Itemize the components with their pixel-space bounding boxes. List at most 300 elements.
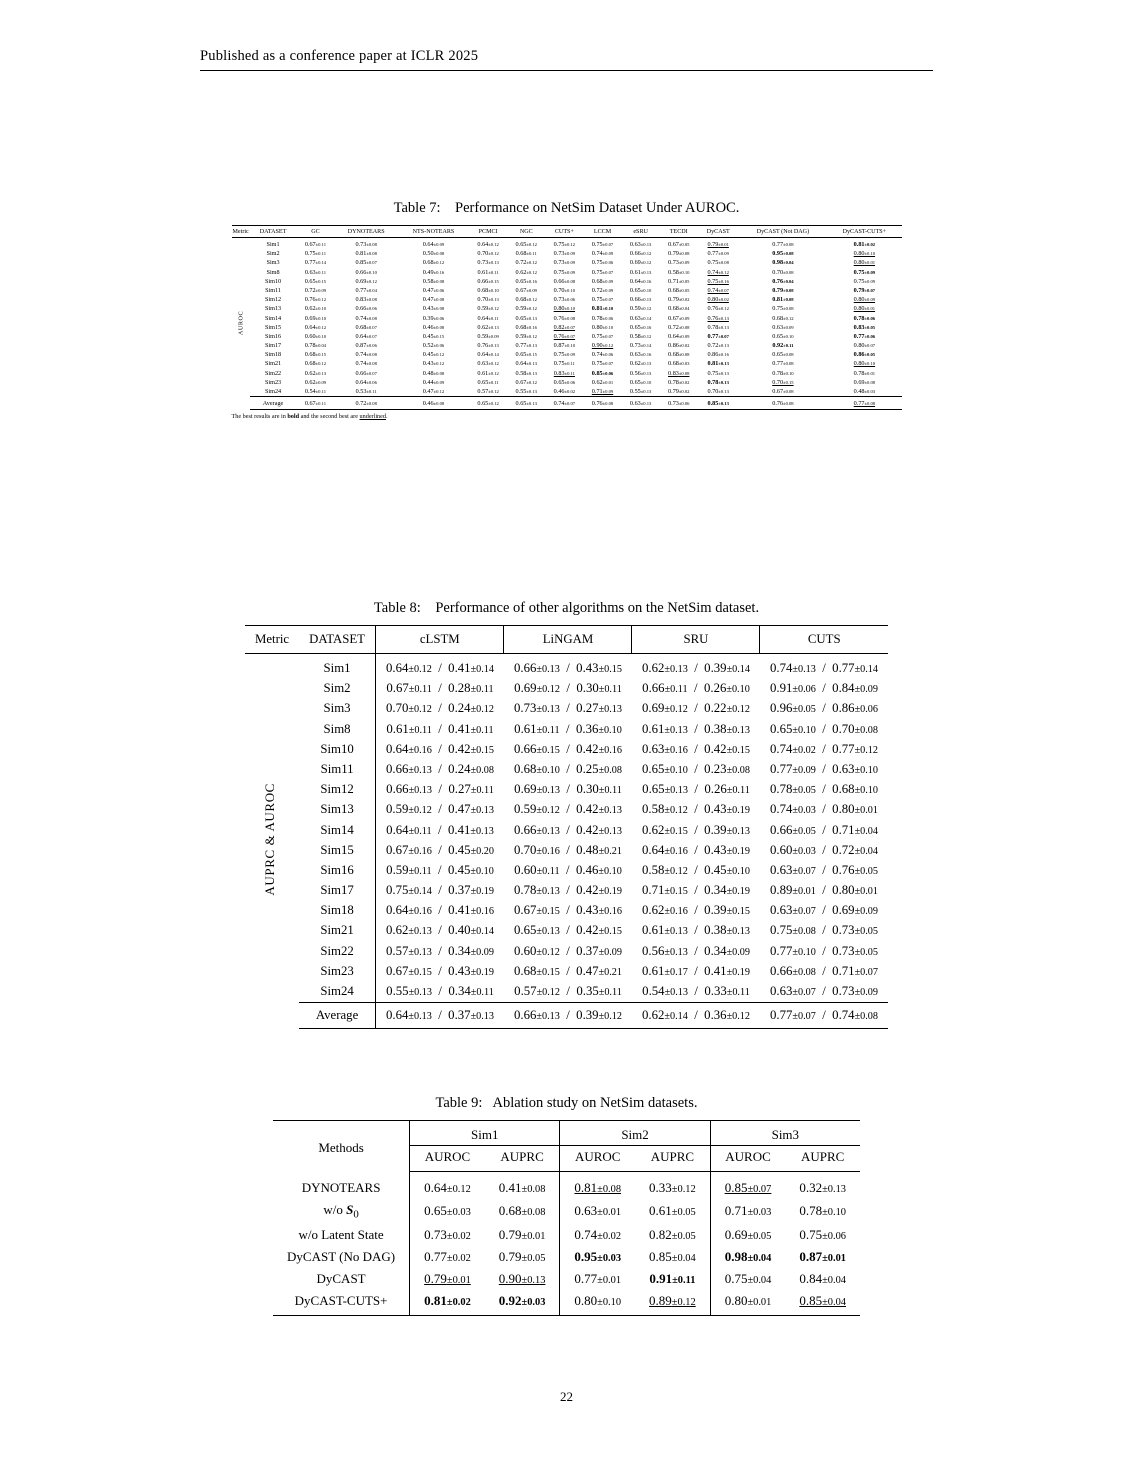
table-7-value-cell: 0.63±0.13 xyxy=(629,241,652,248)
table-7-value-cell: 0.77±0.08 xyxy=(772,360,794,368)
table-9-value-cell: 0.90±0.13 xyxy=(498,1270,546,1286)
table-8-col-header: CUTS xyxy=(760,626,888,654)
table-8-value-cell: 0.60±0.11 / 0.46±0.10 xyxy=(514,862,622,877)
table-7-value-cell: 0.68±0.04 xyxy=(668,305,690,313)
table-row xyxy=(245,840,888,860)
table-8-dataset-cell: Sim17 xyxy=(320,883,354,898)
table-7-value-cell: 0.67±0.11 xyxy=(296,397,334,410)
table-8-value-cell: 0.62±0.15 / 0.39±0.13 xyxy=(641,822,750,837)
table-9-value-cell: 0.68±0.08 xyxy=(498,1203,546,1219)
table-row xyxy=(245,921,888,941)
table-row xyxy=(232,258,902,267)
table-9-sub-header: AUROC xyxy=(410,1146,485,1172)
table-8-value-cell: 0.68±0.15 / 0.47±0.21 xyxy=(513,963,622,978)
table-7-value-cell: 0.60±0.10 xyxy=(304,332,327,340)
table-7-value-cell: 0.61±0.11 xyxy=(477,268,499,276)
table-7-value-cell: 0.65±0.10 xyxy=(629,378,652,386)
table-row xyxy=(232,286,902,295)
table-7-value-cell: 0.54±0.11 xyxy=(304,388,327,395)
table-8-value-cell: 0.71±0.15 / 0.34±0.19 xyxy=(641,883,750,898)
table-9-value-cell: 0.63±0.01 xyxy=(560,1199,635,1224)
table-row xyxy=(273,1224,860,1246)
table-7-value-cell: 0.74±0.09 xyxy=(591,250,614,258)
table-8-dataset-cell: Sim3 xyxy=(323,701,351,716)
table-7-value-cell: 0.70±0.10 xyxy=(553,286,576,294)
table-row xyxy=(232,249,902,258)
table-7-value-cell: 0.64±0.06 xyxy=(355,378,377,386)
table-7-value-cell: 0.78±0.01 xyxy=(853,369,876,377)
table-7-col-header: eSRU xyxy=(622,226,660,238)
table-8-block xyxy=(200,600,933,1029)
table-7-value-cell: 0.64±0.12 xyxy=(304,323,327,331)
table-7-col-header: DyCAST (Not DAG) xyxy=(739,226,828,238)
table-7-value-cell: 0.59±0.12 xyxy=(477,305,499,313)
table-7-value-cell: 0.46±0.02 xyxy=(553,388,576,395)
table-7-value-cell: 0.77±0.14 xyxy=(304,259,327,267)
table-7-value-cell: 0.71±0.09 xyxy=(591,388,614,395)
table-7-value-cell: 0.50±0.08 xyxy=(422,250,445,258)
table-7-col-header: DyCAST-CUTS+ xyxy=(827,226,901,238)
table-row xyxy=(245,1002,888,1028)
table-7-value-cell: 0.64±0.12 xyxy=(477,241,499,248)
table-8-value-cell: 0.66±0.08 / 0.71±0.07 xyxy=(769,963,878,978)
table-7-value-cell: 0.46±0.08 xyxy=(398,397,469,410)
table-7-value-cell: 0.95±0.08 xyxy=(772,250,794,258)
table-7-value-cell: 0.39±0.06 xyxy=(422,314,445,322)
table-7-value-cell: 0.73±0.09 xyxy=(553,259,576,267)
table-7-value-cell: 0.64±0.13 xyxy=(515,360,537,368)
table-7-value-cell: 0.79±0.07 xyxy=(853,286,876,294)
table-9-header xyxy=(273,1121,860,1172)
table-row xyxy=(232,397,902,410)
table-9-group-header: Sim3 xyxy=(710,1121,860,1146)
table-8-value-cell: 0.63±0.07 / 0.73±0.09 xyxy=(769,984,878,998)
table-7-caption-number: Table 7: xyxy=(393,200,441,216)
table-7-value-cell: 0.75±0.16 xyxy=(707,277,729,285)
table-7-value-cell: 0.87±0.06 xyxy=(355,342,377,350)
table-9-value-cell: 0.81±0.02 xyxy=(410,1290,485,1316)
table-7-value-cell: 0.66±0.10 xyxy=(355,268,377,276)
table-row xyxy=(232,295,902,304)
table-7-value-cell: 0.65±0.11 xyxy=(477,378,499,386)
table-8-value-cell: 0.75±0.08 / 0.73±0.05 xyxy=(769,923,878,938)
table-row xyxy=(273,1199,860,1224)
table-7-value-cell: 0.66±0.06 xyxy=(355,305,377,313)
table-7-value-cell: 0.83±0.08 xyxy=(668,369,690,377)
table-8-col-header: Metric xyxy=(245,626,299,654)
table-8-value-cell: 0.64±0.12 / 0.41±0.14 xyxy=(375,654,504,679)
table-7-value-cell: 0.65±0.13 xyxy=(507,397,545,410)
table-7-value-cell: 0.63±0.12 xyxy=(477,360,499,368)
table-7-value-cell: 0.62±0.13 xyxy=(477,323,499,331)
table-8-caption xyxy=(200,600,933,617)
table-7-value-cell: 0.98±0.04 xyxy=(772,259,794,267)
table-8-value-cell: 0.91±0.06 / 0.84±0.09 xyxy=(769,681,878,696)
table-7-metric-label: AUROC xyxy=(237,310,245,335)
table-7-header xyxy=(232,226,902,238)
table-7-value-cell: 0.74±0.06 xyxy=(591,351,614,359)
table-7-col-header: DyCAST xyxy=(698,226,739,238)
table-7-dataset-cell: Sim3 xyxy=(266,259,280,267)
table-7-value-cell: 0.70±0.15 xyxy=(772,378,794,386)
table-7-value-cell: 0.80±0.10 xyxy=(853,360,876,368)
table-row xyxy=(245,719,888,739)
table-7-value-cell: 0.67±0.11 xyxy=(304,241,327,248)
table-7-value-cell: 0.80±0.07 xyxy=(853,342,876,350)
table-7-dataset-cell: Sim22 xyxy=(264,369,282,377)
table-8-value-cell: 0.66±0.13 / 0.27±0.11 xyxy=(375,780,504,800)
table-row xyxy=(245,901,888,921)
table-7-value-cell: 0.79±0.02 xyxy=(668,388,690,395)
table-7-value-cell: 0.86±0.16 xyxy=(707,351,729,359)
table-7-value-cell: 0.76±0.13 xyxy=(707,314,729,322)
table-9-value-cell: 0.91±0.11 xyxy=(649,1270,696,1286)
table-8-value-cell: 0.66±0.13 / 0.24±0.08 xyxy=(375,759,504,779)
table-7-dataset-cell: Average xyxy=(250,397,297,410)
table-8-value-cell: 0.62±0.13 / 0.39±0.14 xyxy=(641,661,750,675)
table-7-value-cell: 0.76±0.08 xyxy=(739,397,828,410)
table-8-value-cell: 0.70±0.12 / 0.24±0.12 xyxy=(375,699,504,719)
table-9-value-cell: 0.81±0.08 xyxy=(560,1172,635,1200)
table-7-value-cell: 0.65±0.16 xyxy=(629,323,652,331)
table-row xyxy=(245,699,888,719)
table-7-value-cell: 0.80±0.01 xyxy=(853,259,876,267)
table-7-col-header: TECDI xyxy=(660,226,698,238)
table-7-value-cell: 0.64±0.16 xyxy=(629,277,652,285)
table-8-value-cell: 0.62±0.16 / 0.39±0.15 xyxy=(641,903,750,918)
table-7-value-cell: 0.55±0.13 xyxy=(629,388,652,395)
table-9-method-cell: w/o $S_0$ xyxy=(323,1202,359,1221)
table-7-col-header: DYNOTEARS xyxy=(334,226,397,238)
table-7-value-cell: 0.72±0.09 xyxy=(591,286,614,294)
table-8-value-cell: 0.74±0.02 / 0.77±0.12 xyxy=(769,741,878,756)
table-7-value-cell: 0.77±0.06 xyxy=(853,332,876,340)
table-7-value-cell: 0.73±0.09 xyxy=(668,259,690,267)
table-7-value-cell: 0.87±0.10 xyxy=(553,342,576,350)
table-9-sub-header: AUROC xyxy=(560,1146,635,1172)
table-7-dataset-cell: Sim14 xyxy=(264,314,282,322)
table-8-value-cell: 0.64±0.16 / 0.43±0.19 xyxy=(641,842,750,857)
table-7-value-cell: 0.75±0.07 xyxy=(591,332,614,340)
table-8-dataset-cell: Sim18 xyxy=(320,903,354,918)
table-7-value-cell: 0.69±0.10 xyxy=(304,314,327,322)
table-8-value-cell: 0.77±0.09 / 0.63±0.10 xyxy=(769,761,878,776)
table-7-value-cell: 0.80±0.01 xyxy=(853,305,876,313)
table-7-value-cell: 0.80±0.09 xyxy=(853,296,876,304)
table-9-value-cell: 0.80±0.10 xyxy=(560,1290,635,1316)
table-7-value-cell: 0.68±0.12 xyxy=(422,259,445,267)
table-7-value-cell: 0.72±0.13 xyxy=(707,342,729,350)
table-8-value-cell: 0.55±0.13 / 0.34±0.11 xyxy=(375,981,504,1002)
table-8-value-cell: 0.61±0.13 / 0.38±0.13 xyxy=(641,721,750,736)
table-8-value-cell: 0.58±0.12 / 0.43±0.19 xyxy=(641,802,750,817)
table-7-value-cell: 0.67±0.08 xyxy=(772,388,794,395)
table-7-value-cell: 0.66±0.15 xyxy=(477,277,499,285)
table-8-dataset-cell: Sim16 xyxy=(320,862,354,877)
table-7-value-cell: 0.65±0.10 xyxy=(772,332,794,340)
table-9-caption xyxy=(200,1095,933,1112)
table-7-value-cell: 0.59±0.12 xyxy=(629,305,652,313)
table-7-value-cell: 0.68±0.12 xyxy=(304,360,327,368)
table-7-value-cell: 0.72±0.08 xyxy=(668,323,690,331)
table-7-value-cell: 0.68±0.05 xyxy=(668,286,690,294)
table-7-note: The best results are in bold and the second best are underlined. xyxy=(231,413,388,421)
table-7-value-cell: 0.58±0.10 xyxy=(668,268,690,276)
table-7-value-cell: 0.62±0.13 xyxy=(629,360,652,368)
table-7-value-cell: 0.62±0.09 xyxy=(304,378,327,386)
table-8-value-cell: 0.66±0.05 / 0.71±0.04 xyxy=(769,822,878,837)
table-8-value-cell: 0.66±0.13 / 0.43±0.15 xyxy=(513,661,622,675)
table-7-value-cell: 0.83±0.11 xyxy=(553,369,575,377)
table-9-sub-header: AUPRC xyxy=(785,1146,860,1172)
table-7-value-cell: 0.68±0.10 xyxy=(477,286,499,294)
table-row xyxy=(232,350,902,359)
table-7-value-cell: 0.67±0.12 xyxy=(515,378,537,386)
table-8-value-cell: 0.77±0.10 / 0.73±0.05 xyxy=(769,943,878,958)
table-7-value-cell: 0.76±0.12 xyxy=(304,296,327,304)
table-9-value-cell: 0.61±0.05 xyxy=(649,1203,696,1219)
table-8-value-cell: 0.65±0.10 / 0.70±0.08 xyxy=(769,721,878,736)
table-7-value-cell: 0.53±0.11 xyxy=(355,388,377,395)
table-9-value-cell: 0.64±0.12 xyxy=(410,1172,485,1200)
table-row xyxy=(245,860,888,880)
table-7-dataset-cell: Sim21 xyxy=(264,360,282,368)
table-9-value-cell: 0.71±0.03 xyxy=(710,1199,785,1224)
table-7-value-cell: 0.75±0.07 xyxy=(591,296,614,304)
table-8-value-cell: 0.64±0.16 / 0.42±0.15 xyxy=(375,739,504,759)
table-7-value-cell: 0.75±0.11 xyxy=(304,250,327,258)
table-7-body xyxy=(232,238,902,410)
table-7-value-cell: 0.59±0.09 xyxy=(477,332,499,340)
table-9-value-cell: 0.80±0.01 xyxy=(710,1290,785,1316)
table-7-value-cell: 0.68±0.11 xyxy=(515,250,537,258)
table-7-value-cell: 0.75±0.11 xyxy=(553,360,575,368)
table-row xyxy=(232,341,902,350)
table-8-value-cell: 0.69±0.12 / 0.30±0.11 xyxy=(514,681,622,696)
table-7-value-cell: 0.77±0.08 xyxy=(772,241,794,248)
table-7-value-cell: 0.83±0.08 xyxy=(355,296,377,304)
table-row xyxy=(245,880,888,900)
table-7-col-header: LCCM xyxy=(583,226,621,238)
table-7-block xyxy=(200,200,933,420)
table-row xyxy=(232,359,902,368)
table-8-value-cell: 0.59±0.11 / 0.45±0.10 xyxy=(375,860,504,880)
table-row xyxy=(232,267,902,276)
table-7-value-cell: 0.78±0.06 xyxy=(591,314,614,322)
table-7-value-cell: 0.64±0.14 xyxy=(477,351,499,359)
table-8-value-cell: 0.62±0.13 / 0.40±0.14 xyxy=(375,921,504,941)
table-9-group-header: Sim1 xyxy=(410,1121,560,1146)
table-9-value-cell: 0.92±0.03 xyxy=(485,1290,560,1316)
table-8-dataset-cell: Sim24 xyxy=(320,984,354,998)
table-8-value-cell: 0.61±0.11 / 0.36±0.10 xyxy=(514,721,622,736)
table-7-value-cell: 0.69±0.12 xyxy=(629,259,652,267)
table-9-methods-header: Methods xyxy=(273,1121,410,1172)
table-8-value-cell: 0.67±0.11 / 0.28±0.11 xyxy=(375,679,504,699)
table-8-value-cell: 0.67±0.15 / 0.43±0.19 xyxy=(375,961,504,981)
table-7-value-cell: 0.86±0.02 xyxy=(668,342,690,350)
table-7-value-cell: 0.65±0.06 xyxy=(553,378,576,386)
table-7-value-cell: 0.75±0.07 xyxy=(591,360,614,368)
table-7-value-cell: 0.76±0.12 xyxy=(707,305,729,313)
table-7-value-cell: 0.46±0.08 xyxy=(422,323,445,331)
table-row xyxy=(232,323,902,332)
table-9-caption-number: Table 9: xyxy=(435,1095,483,1111)
table-7-value-cell: 0.66±0.13 xyxy=(629,296,652,304)
table-8-dataset-cell: Sim22 xyxy=(320,943,354,958)
table-7-value-cell: 0.66±0.08 xyxy=(553,277,576,285)
table-7-value-cell: 0.73±0.08 xyxy=(355,241,377,248)
table-7-value-cell: 0.75±0.09 xyxy=(553,268,576,276)
table-7-value-cell: 0.65±0.15 xyxy=(304,277,327,285)
table-7-value-cell: 0.69±0.12 xyxy=(355,277,377,285)
table-9-value-cell: 0.74±0.02 xyxy=(560,1224,635,1246)
table-7-value-cell: 0.78±0.02 xyxy=(668,378,690,386)
table-8-value-cell: 0.70±0.16 / 0.48±0.21 xyxy=(513,842,622,857)
table-8-dataset-cell: Average xyxy=(299,1002,375,1028)
table-7-value-cell: 0.65±0.12 xyxy=(515,241,537,248)
table-8-value-cell: 0.65±0.13 / 0.42±0.15 xyxy=(513,923,622,938)
table-8-value-cell: 0.59±0.12 / 0.47±0.13 xyxy=(375,800,504,820)
table-7-value-cell: 0.74±0.08 xyxy=(355,351,377,359)
table-row xyxy=(245,759,888,779)
table-8-value-cell: 0.64±0.16 / 0.41±0.16 xyxy=(375,901,504,921)
table-7-value-cell: 0.45±0.15 xyxy=(422,332,445,340)
table-7-dataset-cell: Sim2 xyxy=(266,250,280,258)
table-8-value-cell: 0.64±0.13 / 0.37±0.13 xyxy=(375,1002,504,1028)
table-7-value-cell: 0.68±0.08 xyxy=(668,351,690,359)
table-9-caption-text: Ablation study on NetSim datasets. xyxy=(492,1095,698,1111)
table-9-value-cell: 0.98±0.04 xyxy=(710,1246,785,1268)
table-7-dataset-cell: Sim12 xyxy=(264,296,282,304)
table-8-value-cell: 0.56±0.13 / 0.34±0.09 xyxy=(641,943,750,958)
table-7-value-cell: 0.77±0.04 xyxy=(355,286,377,294)
table-7-value-cell: 0.76±0.08 xyxy=(583,397,621,410)
table-7-value-cell: 0.73±0.06 xyxy=(553,296,576,304)
table-8-value-cell: 0.78±0.05 / 0.68±0.10 xyxy=(769,782,878,797)
table-7-dataset-cell: Sim11 xyxy=(265,286,282,294)
table-9-value-cell: 0.77±0.02 xyxy=(410,1246,485,1268)
table-row xyxy=(273,1172,860,1200)
table-7-value-cell: 0.74±0.07 xyxy=(545,397,583,410)
table-row xyxy=(245,780,888,800)
table-8-value-cell: 0.61±0.13 / 0.38±0.13 xyxy=(641,923,750,938)
table-7-caption xyxy=(200,200,933,217)
page-number: 22 xyxy=(560,1389,573,1404)
table-7-value-cell: 0.48±0.08 xyxy=(422,369,445,377)
table-7-value-cell: 0.68±0.12 xyxy=(515,296,537,304)
table-row xyxy=(245,820,888,840)
table-8-value-cell: 0.57±0.12 / 0.35±0.11 xyxy=(514,984,622,998)
table-7-value-cell: 0.64±0.11 xyxy=(477,314,499,322)
table-8-value-cell: 0.57±0.13 / 0.34±0.09 xyxy=(375,941,504,961)
table-8-value-cell: 0.65±0.13 / 0.26±0.11 xyxy=(642,782,750,797)
table-9-value-cell: 0.32±0.13 xyxy=(799,1180,846,1195)
table-9-value-cell: 0.33±0.12 xyxy=(649,1180,696,1195)
table-7-value-cell: 0.77±0.07 xyxy=(707,332,729,340)
table-7-value-cell: 0.80±0.10 xyxy=(853,250,876,258)
table-7-value-cell: 0.65±0.12 xyxy=(469,397,507,410)
table-7-value-cell: 0.83±0.05 xyxy=(853,323,876,331)
table-7-value-cell: 0.68±0.03 xyxy=(668,360,690,368)
table-7-value-cell: 0.78±0.04 xyxy=(304,342,327,350)
table-7-value-cell: 0.66±0.07 xyxy=(355,369,377,377)
table-7-value-cell: 0.76±0.04 xyxy=(772,277,794,285)
table-9-value-cell: 0.84±0.04 xyxy=(799,1270,846,1286)
table-8-dataset-cell: Sim1 xyxy=(323,661,351,675)
table-7-value-cell: 0.63±0.13 xyxy=(622,397,660,410)
table-8-value-cell: 0.63±0.16 / 0.42±0.15 xyxy=(641,741,750,756)
table-7-value-cell: 0.68±0.16 xyxy=(515,323,537,331)
table-7-value-cell: 0.67±0.09 xyxy=(515,286,537,294)
table-8-value-cell: 0.62±0.14 / 0.36±0.12 xyxy=(632,1002,760,1028)
table-row xyxy=(232,378,902,387)
table-7-col-header: NGC xyxy=(507,226,545,238)
table-9-value-cell: 0.78±0.10 xyxy=(799,1203,846,1219)
table-7-value-cell: 0.76±0.13 xyxy=(477,342,499,350)
table-8-dataset-cell: Sim8 xyxy=(323,721,351,736)
table-9-value-cell: 0.85±0.04 xyxy=(785,1290,860,1316)
table-9-value-cell: 0.85±0.04 xyxy=(649,1248,696,1264)
table-9-method-cell: DYNOTEARS xyxy=(301,1179,381,1195)
table-7-value-cell: 0.61±0.12 xyxy=(477,369,499,377)
table-8-value-cell: 0.60±0.03 / 0.72±0.04 xyxy=(769,842,878,857)
table-8-value-cell: 0.63±0.07 / 0.76±0.05 xyxy=(769,862,878,877)
table-8-value-cell: 0.75±0.14 / 0.37±0.19 xyxy=(375,880,504,900)
table-7-value-cell: 0.72±0.08 xyxy=(334,397,397,410)
table-7-value-cell: 0.62±0.13 xyxy=(304,369,327,377)
table-7-value-cell: 0.48±0.03 xyxy=(853,388,876,395)
table-row xyxy=(245,654,888,679)
table-9-sub-header: AUPRC xyxy=(485,1146,560,1172)
table-7-value-cell: 0.65±0.13 xyxy=(515,314,537,322)
table-8-dataset-cell: Sim11 xyxy=(320,761,354,776)
table-9-value-cell: 0.65±0.03 xyxy=(410,1199,485,1224)
table-8-metric-label: AUPRC & AUROC xyxy=(262,782,278,895)
table-8-dataset-cell: Sim14 xyxy=(320,822,354,837)
table-7-dataset-cell: Sim18 xyxy=(264,351,282,359)
table-7-value-cell: 0.57±0.12 xyxy=(477,388,499,395)
table-row xyxy=(232,369,902,378)
table-8-value-cell: 0.54±0.13 / 0.33±0.11 xyxy=(642,984,750,998)
table-7-value-cell: 0.65±0.10 xyxy=(629,286,652,294)
table-7-dataset-cell: Sim1 xyxy=(266,241,280,248)
table-7-value-cell: 0.75±0.13 xyxy=(707,369,729,377)
table-8-caption-number: Table 8: xyxy=(373,600,421,616)
table-7-value-cell: 0.80±0.10 xyxy=(553,305,576,313)
table-7-value-cell: 0.79±0.08 xyxy=(772,286,794,294)
table-8-dataset-cell: Sim12 xyxy=(320,782,354,797)
table-row xyxy=(245,679,888,699)
table-9-value-cell: 0.75±0.06 xyxy=(799,1226,846,1242)
table-7-value-cell: 0.77±0.13 xyxy=(515,342,537,350)
table-7-value-cell: 0.78±0.13 xyxy=(707,323,729,331)
table-9-value-cell: 0.79±0.01 xyxy=(498,1226,546,1242)
table-7-value-cell: 0.72±0.12 xyxy=(515,259,537,267)
table-8-value-cell: 0.74±0.03 / 0.80±0.01 xyxy=(769,802,878,817)
table-row xyxy=(245,800,888,820)
table-8-value-cell: 0.64±0.11 / 0.41±0.13 xyxy=(375,820,504,840)
table-7-value-cell: 0.75±0.09 xyxy=(853,277,876,285)
table-7-value-cell: 0.62±0.01 xyxy=(591,378,614,386)
table-7-col-header: GC xyxy=(296,226,334,238)
table-8-value-cell: 0.77±0.07 / 0.74±0.08 xyxy=(760,1002,888,1028)
table-7-value-cell: 0.85±0.13 xyxy=(698,397,739,410)
table-8-value-cell: 0.66±0.11 / 0.26±0.10 xyxy=(642,681,750,696)
table-7-value-cell: 0.68±0.12 xyxy=(772,314,794,322)
table-7-value-cell: 0.77±0.08 xyxy=(827,397,901,410)
table-7-value-cell: 0.74±0.07 xyxy=(707,286,729,294)
